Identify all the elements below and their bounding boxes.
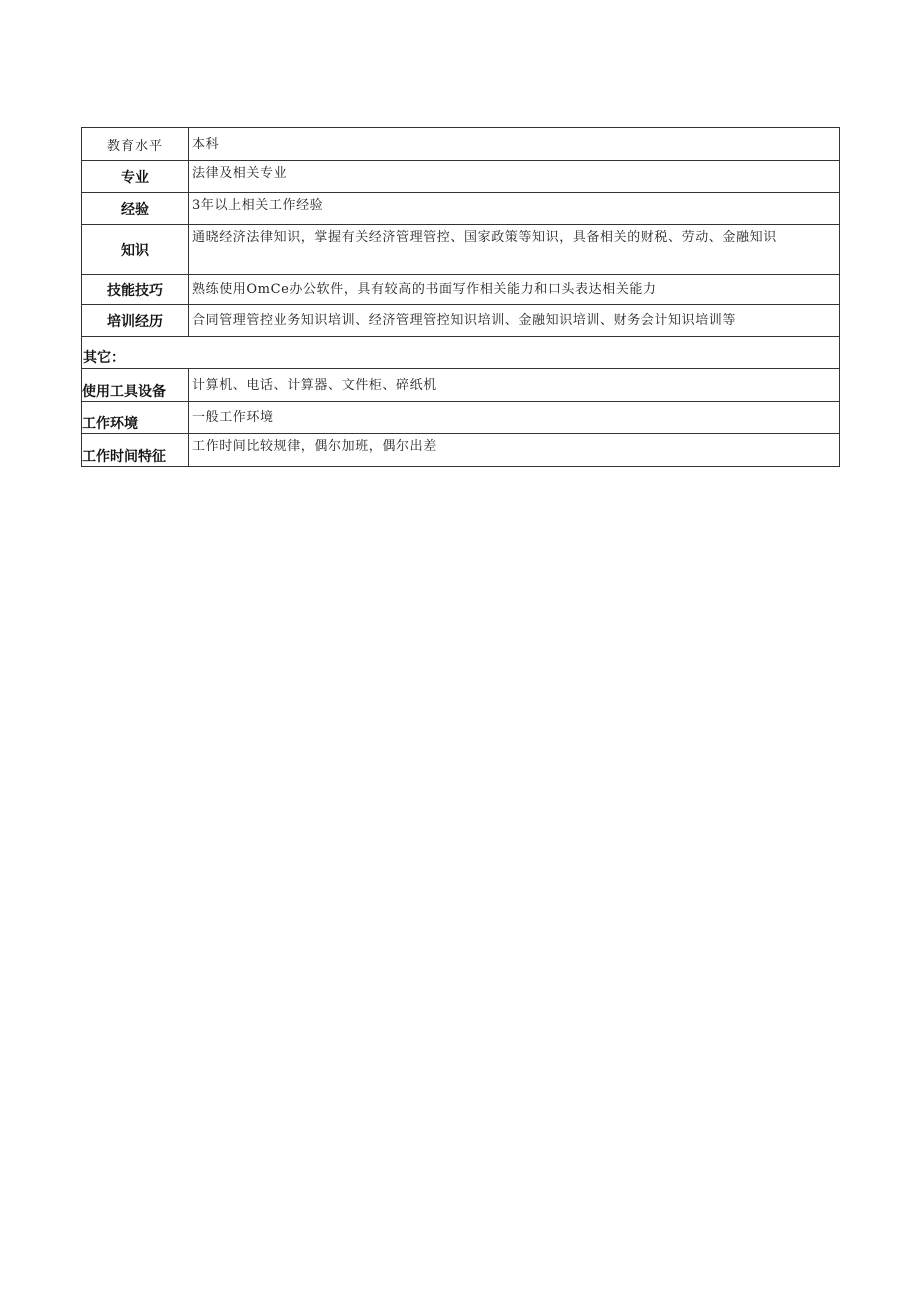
label-work-time: 工作时间特征 (82, 434, 189, 467)
table-row-environment (82, 402, 840, 434)
table-row-knowledge (82, 225, 840, 275)
value-major: 法律及相关专业 (189, 161, 840, 193)
table-row-major (82, 161, 840, 193)
label-education: 教育水平 (82, 128, 189, 161)
table-row-other-heading (82, 337, 840, 369)
table-row-tools (82, 369, 840, 402)
label-major: 专业 (82, 161, 189, 193)
label-experience: 经验 (82, 193, 189, 225)
value-education: 本科 (189, 128, 840, 161)
table-row-work-time (82, 434, 840, 467)
label-training: 培训经历 (82, 305, 189, 337)
label-tools: 使用工具设备 (82, 369, 189, 402)
table-row-skills (82, 275, 840, 305)
job-requirements-table (81, 127, 840, 467)
value-skills: 熟练使用OmCe办公软件，具有较高的书面写作相关能力和口头表达相关能力 (189, 275, 840, 305)
label-environment: 工作环境 (82, 402, 189, 434)
table-row-training (82, 305, 840, 337)
table-row-experience (82, 193, 840, 225)
value-work-time: 工作时间比较规律，偶尔加班，偶尔出差 (189, 434, 840, 467)
value-tools: 计算机、电话、计算器、文件柜、碎纸机 (189, 369, 840, 402)
value-training: 合同管理管控业务知识培训、经济管理管控知识培训、金融知识培训、财务会计知识培训等 (189, 305, 840, 337)
other-heading: 其它： (82, 337, 840, 369)
label-skills: 技能技巧 (82, 275, 189, 305)
label-knowledge: 知识 (82, 225, 189, 275)
value-environment: 一般工作环境 (189, 402, 840, 434)
value-experience: 3年以上相关工作经验 (189, 193, 840, 225)
table-row-education (82, 128, 840, 161)
value-knowledge: 通晓经济法律知识，掌握有关经济管理管控、国家政策等知识，具备相关的财税、劳动、金融知识 (189, 225, 840, 275)
